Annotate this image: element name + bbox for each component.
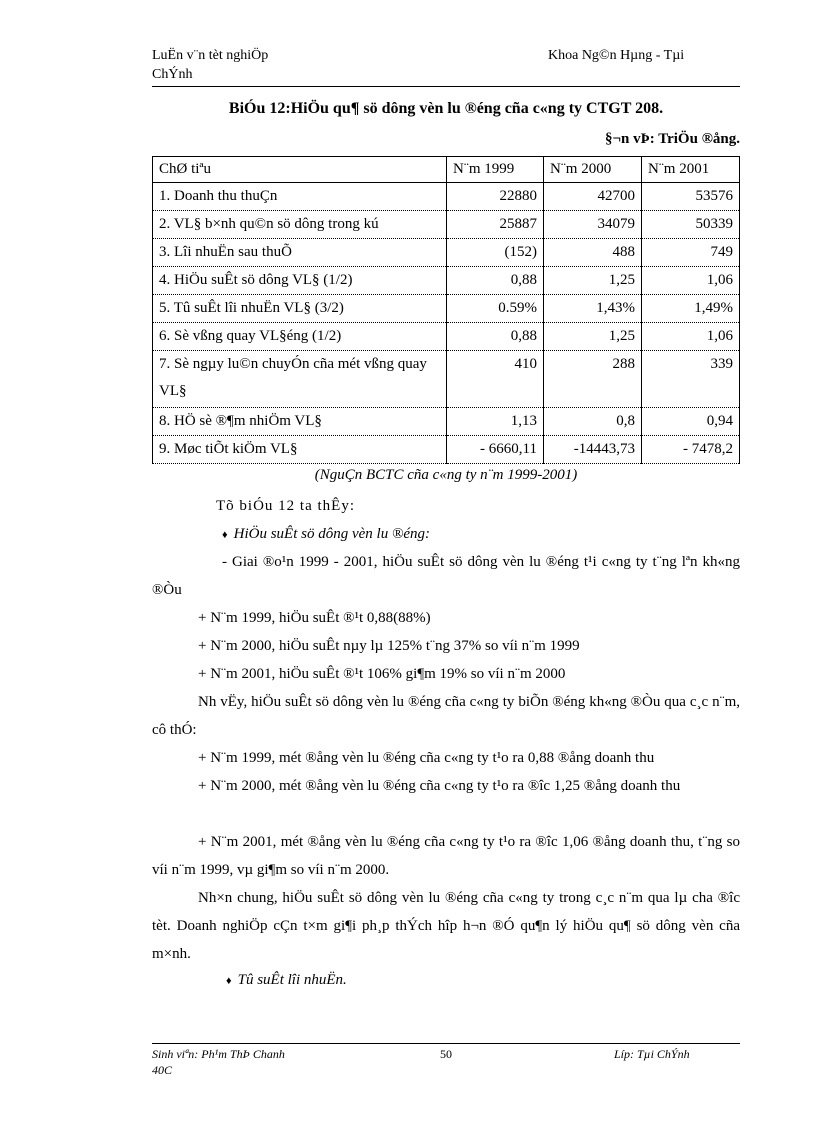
cell-value: 1,49% (641, 295, 739, 323)
cell-value: 0,88 (447, 267, 544, 295)
table-row (153, 183, 740, 211)
cell-value: 25887 (447, 211, 544, 239)
paragraph: + N¨m 2001, hiÖu suÊt ®¹t 106% gi¶m 19% so víi n¨m 2000 (198, 666, 566, 682)
cell-value: 1,13 (447, 408, 544, 436)
cell-value: 42700 (543, 183, 641, 211)
cell-value: 1,06 (641, 323, 739, 351)
cell-value: 1,25 (543, 323, 641, 351)
paragraph: - Giai ®o¹n 1999 - 2001, hiÖu suÊt sö dông vèn lu ®éng t¹i c«ng ty t¨ng lªn kh«ng ®Òu (152, 554, 740, 598)
row-label: 1. Doanh thu thuÇn (153, 183, 447, 211)
paragraph: + N¨m 1999, hiÖu suÊt ®¹t 0,88(88%) (198, 610, 431, 626)
table-row (153, 295, 740, 323)
header-cell: ChØ tiªu (153, 157, 447, 183)
footer-class: Líp: Tµi ChÝnh (614, 1047, 690, 1061)
table-row (153, 211, 740, 239)
row-label: 8. HÖ sè ®¶m nhiÖm VL§ (153, 408, 447, 436)
cell-value: 22880 (447, 183, 544, 211)
cell-value: (152) (447, 239, 544, 267)
paragraph: + N¨m 2000, mét ®ång vèn lu ®éng cña c«ng ty t¹o ra ®îc 1,25 ®ång doanh thu (198, 778, 681, 794)
header-cell: N¨m 2000 (543, 157, 641, 183)
cell-value: 749 (641, 239, 739, 267)
bullet-heading-efficiency (222, 520, 430, 549)
cell-value: 410 (447, 351, 544, 408)
cell-value: 339 (641, 351, 739, 408)
diamond-icon: ♦ (226, 975, 232, 987)
cell-value: 488 (543, 239, 641, 267)
diamond-icon: ♦ (222, 529, 228, 541)
table-row (153, 267, 740, 295)
row-label: 7. Sè ngµy lu©n chuyÓn cña mét vßng quay VL§ (153, 351, 447, 408)
table-source: (NguÇn BCTC cña c«ng ty n¨m 1999-2001) (314, 467, 578, 483)
bullet-text: Tû suÊt lîi nhuËn. (237, 972, 347, 988)
table-row (153, 323, 740, 351)
cell-value: 288 (543, 351, 641, 408)
cell-value: 0,8 (543, 408, 641, 436)
footer-student-name: Sinh viªn: Ph¹m ThÞ Chanh (152, 1047, 285, 1061)
header-cell: N¨m 1999 (447, 157, 544, 183)
footer-student-class: 40C (152, 1063, 173, 1077)
table-row (153, 351, 740, 408)
unit-label: §¬n vÞ: TriÖu ®ång. (604, 131, 740, 147)
row-label: 5. Tû suÊt lîi nhuËn VL§ (3/2) (153, 295, 447, 323)
cell-value: - 7478,2 (641, 436, 739, 464)
cell-value: - 6660,11 (447, 436, 544, 464)
paragraph: + N¨m 2000, hiÖu suÊt nµy lµ 125% t¨ng 37% so víi n¨m 1999 (198, 638, 580, 654)
cell-value: 0,94 (641, 408, 739, 436)
header-cell: N¨m 2001 (641, 157, 739, 183)
paragraph: + N¨m 2001, mét ®ång vèn lu ®éng cña c«ng ty t¹o ra ®îc 1,06 ®ång doanh thu, t¨ng so víi n¨m 1999, vµ gi¶m so víi n¨m 2000. (152, 834, 740, 878)
cell-value: 1,06 (641, 267, 739, 295)
page-number: 50 (440, 1047, 452, 1061)
efficiency-table (152, 156, 740, 464)
cell-value: 50339 (641, 211, 739, 239)
footer-student (152, 1046, 285, 1078)
table-row (153, 436, 740, 464)
row-label: 9. Møc tiÕt kiÖm VL§ (153, 436, 447, 464)
row-label: 6. Sè vßng quay VL§éng (1/2) (153, 323, 447, 351)
table-row (153, 239, 740, 267)
cell-value: 34079 (543, 211, 641, 239)
bullet-heading-profit (226, 966, 347, 995)
cell-value: 1,43% (543, 295, 641, 323)
row-label: 4. HiÖu suÊt sö dông VL§ (1/2) (153, 267, 447, 295)
cell-value: 53576 (641, 183, 739, 211)
footer-divider (152, 1043, 740, 1044)
bullet-text: HiÖu suÊt sö dông vèn lu ®éng: (233, 526, 430, 542)
table-header-row (153, 157, 740, 183)
intro-line: Tõ biÓu 12 ta thÊy: (216, 498, 355, 514)
cell-value: -14443,73 (543, 436, 641, 464)
header-left (152, 46, 352, 84)
header-faculty: Khoa Ng©n Hµng - Tµi (548, 48, 685, 63)
cell-value: 1,25 (543, 267, 641, 295)
table-row (153, 408, 740, 436)
header-thesis-label: LuËn v¨n tèt nghiÖp (152, 48, 269, 63)
cell-value: 0.59% (447, 295, 544, 323)
cell-value: 0,88 (447, 323, 544, 351)
row-label: 3. Lîi nhuËn sau thuÕ (153, 239, 447, 267)
row-label: 2. VL§ b×nh qu©n sö dông trong kú (153, 211, 447, 239)
paragraph: Nh vËy, hiÖu suÊt sö dông vèn lu ®éng cña c«ng ty biÕn ®éng kh«ng ®Òu qua c¸c n¨m, cô thÓ: (152, 694, 740, 738)
paragraph: + N¨m 1999, mét ®ång vèn lu ®éng cña c«ng ty t¹o ra 0,88 ®ång doanh thu (198, 750, 655, 766)
header-thesis-label-cont: ChÝnh (152, 67, 193, 82)
paragraph: Nh×n chung, hiÖu suÊt sö dông vèn lu ®éng cña c«ng ty trong c¸c n¨m qua lµ cha ®îc tèt. Doanh nghiÖp cÇn t×m gi¶i ph¸p thÝch hîp h¬n ®Ó qu¶n lý hiÖu qu¶ sö dông vèn cña m×nh. (152, 890, 740, 962)
table-title: BiÓu 12:HiÖu qu¶ sö dông vèn lu ®éng cña c«ng ty CTGT 208. (228, 100, 664, 117)
header-divider (152, 86, 740, 87)
